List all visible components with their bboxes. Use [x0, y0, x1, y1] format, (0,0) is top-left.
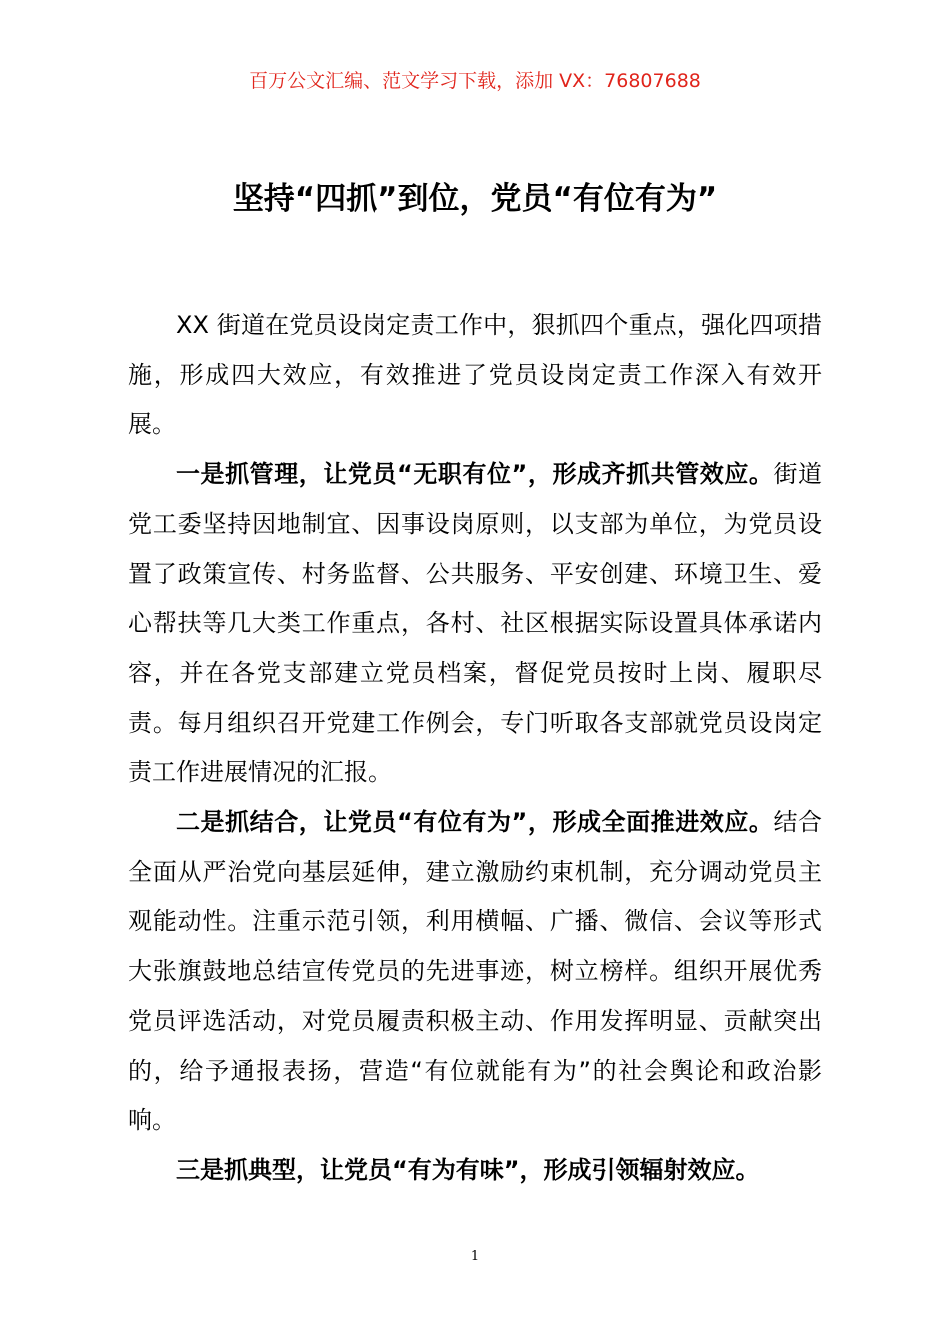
- page-number: 1: [470, 1249, 480, 1264]
- header-banner: 百万公文汇编、范文学习下载，添加 VX：76807688: [249, 70, 701, 92]
- paragraph-management: [128, 450, 822, 798]
- document-title: 坚持“四抓”到位，党员“有位有为”: [232, 181, 718, 217]
- paragraph-intro: [128, 301, 822, 450]
- paragraph-text: XX 街道在党员设岗定责工作中，狠抓四个重点，强化四项措施，形成四大效应，有效推进了党员设岗定责工作深入有效开展。: [128, 311, 822, 439]
- paragraph-text: 街道党工委坚持因地制宜、因事设岗原则，以支部为单位，为党员设置了政策宣传、村务监督、公共服务、平安创建、环境卫生、爱心帮扶等几大类工作重点，各村、社区根据实际设置具体承诺内容，并在各党支部建立党员档案，督促党员按时上岗、履职尽责。每月组织召开党建工作例会，专门听取各支部就党员设岗定责工作进展情况的汇报。: [128, 460, 823, 787]
- paragraph-lead: 一是抓管理，让党员“无职有位”，形成齐抓共管效应。: [176, 460, 774, 489]
- document-body: [128, 301, 822, 1196]
- paragraph-integration: [128, 798, 822, 1146]
- paragraph-lead: 二是抓结合，让党员“有位有为”，形成全面推进效应。: [176, 808, 774, 837]
- paragraph-text: 结合全面从严治党向基层延伸，建立激励约束机制，充分调动党员主观能动性。注重示范引领，利用横幅、广播、微信、会议等形式大张旗鼓地总结宣传党员的先进事迹，树立榜样。组织开展优秀党员评选活动，对党员履责积极主动、作用发挥明显、贡献突出的，给予通报表扬，营造“有位就能有为”的社会舆论和政治影响。: [128, 808, 823, 1135]
- paragraph-lead: 三是抓典型，让党员“有为有味”，形成引领辐射效应。: [176, 1155, 760, 1184]
- paragraph-models: [128, 1146, 822, 1196]
